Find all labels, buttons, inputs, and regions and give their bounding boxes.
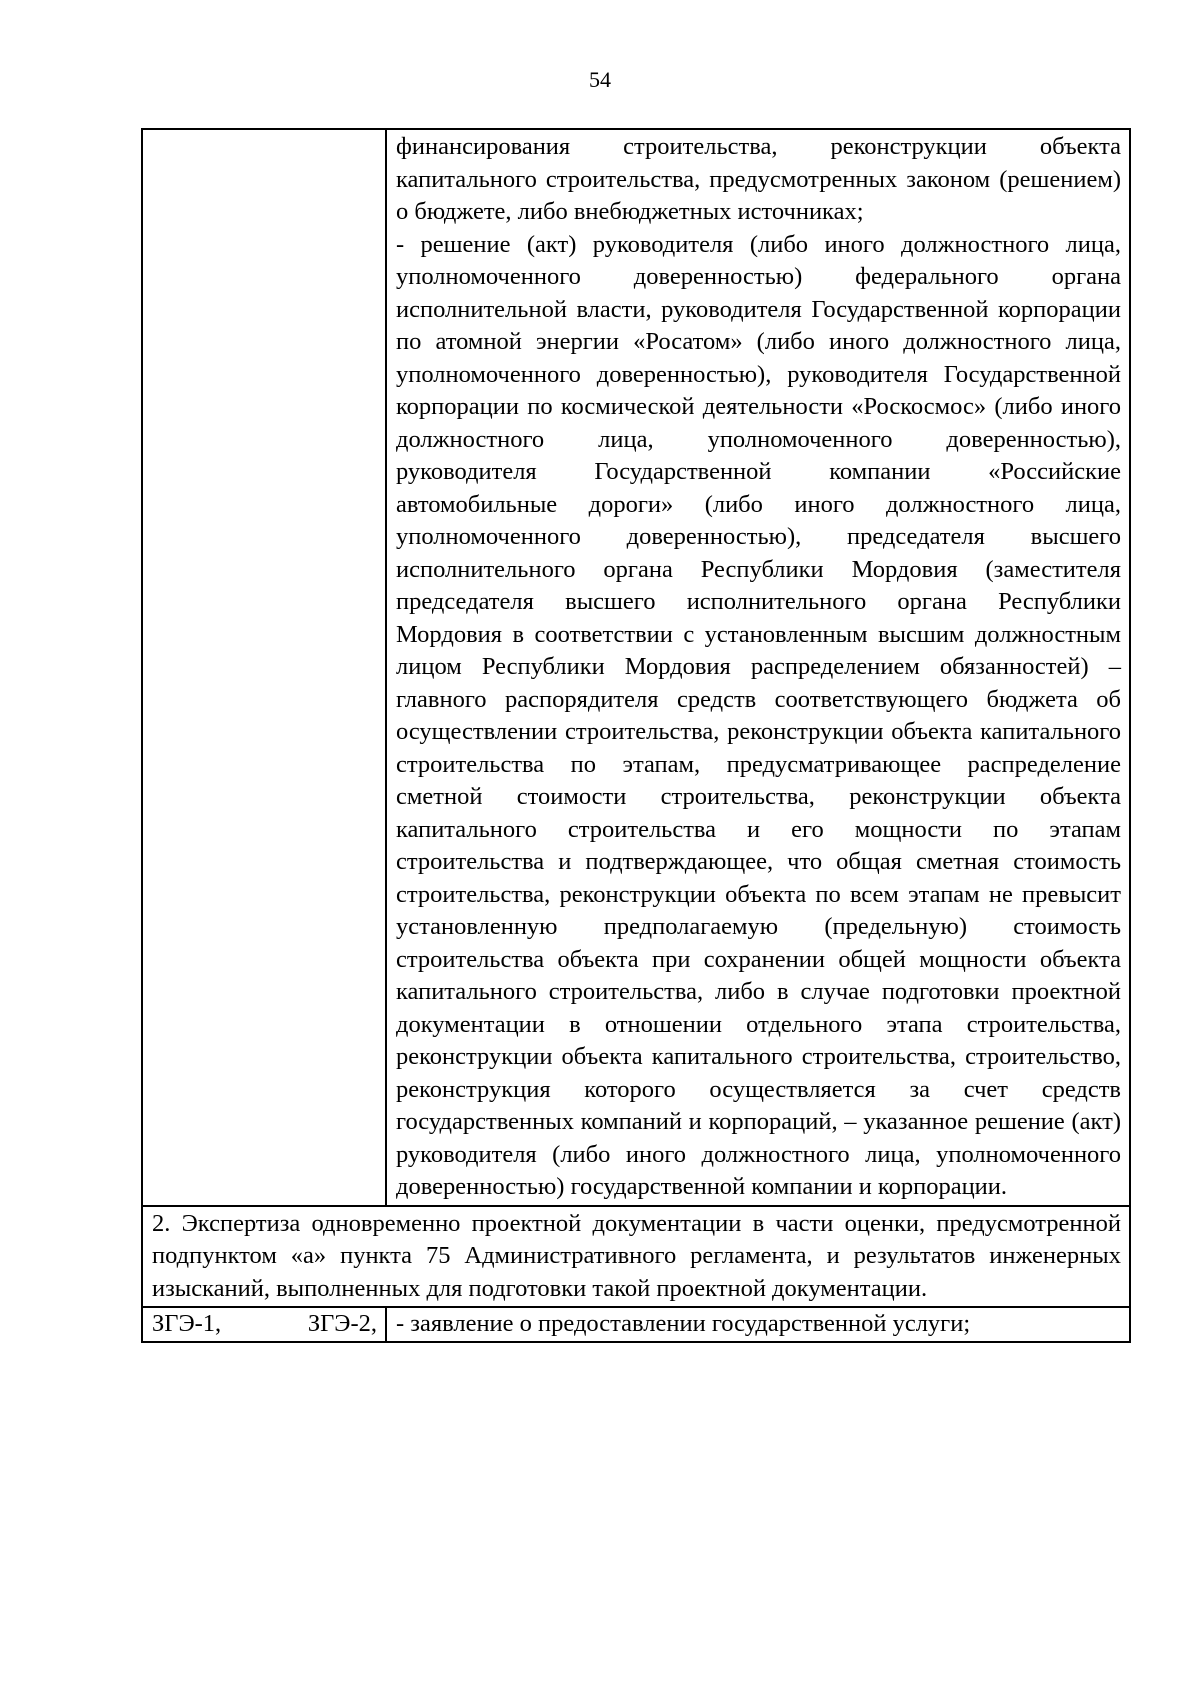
- table-cell-left-empty: [142, 129, 386, 1206]
- code-zge-1: ЗГЭ-1,: [152, 1310, 222, 1337]
- section-heading-cell: [142, 1206, 1130, 1308]
- table-row: [142, 1206, 1130, 1308]
- table-cell-requirements: [386, 129, 1130, 1206]
- paragraph-decision-act: - решение (акт) руководителя (либо иного должностного лица, уполномоченного доверенностью) федерального органа исполнительной власти, руководителя Государственной корпорации по атомной энергии «Росатом» (либо иного должностного лица, уполномоченного доверенностью), руководителя Государственной корпорации по космической деятельности «Роскосмос» (либо иного должностного лица, уполномоченного доверенностью), руководителя Государственной компании «Российские автомобильные дороги» (либо иного должностного лица, уполномоченного доверенностью), председателя высшего исполнительного органа Республики Мордовия (заместителя председателя высшего исполнительного органа Республики Мордовия в соответствии с установленным высшим должностным лицом Республики Мордовия распределением обязанностей) – главного распорядителя средств соответствующего бюджета об осуществлении строительства, реконструкции объекта капитального строительства по этапам, предусматривающее распределение сметной стоимости строительства, реконструкции объекта капитального строительства и его мощности по этапам строительства и подтверждающее, что общая сметная стоимость строительства, реконструкции объекта по всем этапам не превысит установленную предполагаемую (предельную) стоимость строительства объекта при сохранении общей мощности объекта капитального строительства, либо в случае подготовки проектной документации в отношении отдельного этапа строительства, реконструкции объекта капитального строительства, строительство, реконструкция которого осуществляется за счет средств государственных компаний и корпораций, – указанное решение (акт) руководителя (либо иного должностного лица, уполномоченного доверенностью) государственной компании и корпорации.: [396, 230, 1121, 1200]
- code-zge-2: ЗГЭ-2,: [307, 1310, 377, 1337]
- document-table: [141, 128, 1131, 1343]
- section-2-text: 2. Экспертиза одновременно проектной документации в части оценки, предусмотренной подпунктом «а» пункта 75 Административного регламента, и результатов инженерных изысканий, выполненных для подготовки такой проектной документации.: [152, 1209, 1121, 1302]
- table-cell-codes: [142, 1307, 386, 1342]
- paragraph-application: - заявление о предоставлении государственной услуги;: [396, 1310, 971, 1337]
- table-cell-application: [386, 1307, 1130, 1342]
- table-row: [142, 129, 1130, 1206]
- table-row: [142, 1307, 1130, 1342]
- page-number: 54: [589, 67, 611, 92]
- paragraph-financing: финансирования строительства, реконструкции объекта капитального строительства, предусмотренных законом (решением) о бюджете, либо внебюджетных источниках;: [396, 133, 1121, 225]
